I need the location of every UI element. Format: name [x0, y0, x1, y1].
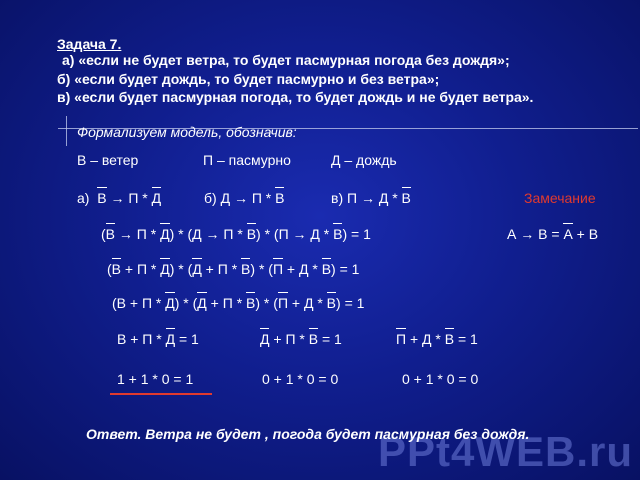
task-title: Задача 7.: [57, 36, 122, 52]
evaluation-a: 1 + 1 * 0 = 1: [117, 371, 194, 387]
evaluation-c: 0 + 1 * 0 = 0: [402, 371, 479, 387]
legend-rain: Д – дождь: [331, 152, 397, 168]
highlight-underline: [110, 393, 212, 395]
factor-a: В + П * Д = 1: [117, 331, 199, 347]
equation-implications: (В → П * Д) * (Д → П * В) * (П → Д * В) = 1: [101, 226, 371, 242]
formalize-heading: Формализуем модель, обозначив:: [77, 124, 297, 140]
condition-c: в) «если будет пасмурная погода, то будет дождь и не будет ветра».: [57, 89, 534, 105]
condition-a: а) «если не будет ветра, то будет пасмурная погода без дождя»;: [62, 52, 510, 68]
divider-vertical: [66, 116, 67, 146]
factor-b: Д + П * В = 1: [260, 331, 342, 347]
legend-wind: В – ветер: [77, 152, 139, 168]
implication-a: а) В → П * Д: [77, 190, 162, 206]
factor-c: П + Д * В = 1: [396, 331, 478, 347]
remark-title: Замечание: [524, 190, 596, 206]
implication-c: в) П → Д * В: [331, 190, 411, 206]
equation-simplified: (В + П * Д) * (Д + П * В) * (П + Д * В) = 1: [112, 295, 365, 311]
legend-cloudy: П – пасмурно: [203, 152, 291, 168]
watermark-logo: PPt4WEB.ru: [378, 428, 634, 475]
evaluation-b: 0 + 1 * 0 = 0: [262, 371, 339, 387]
remark-formula: А → В = А + В: [507, 226, 599, 242]
answer-text: Ответ. Ветра не будет , погода будет пасмурная без дождя.: [86, 426, 530, 442]
condition-b: б) «если будет дождь, то будет пасмурно и без ветра»;: [57, 71, 440, 87]
implication-b: б) Д → П * В: [204, 190, 285, 206]
equation-disjunctions: (В + П * Д) * (Д + П * В) * (П + Д * В) = 1: [107, 261, 360, 277]
